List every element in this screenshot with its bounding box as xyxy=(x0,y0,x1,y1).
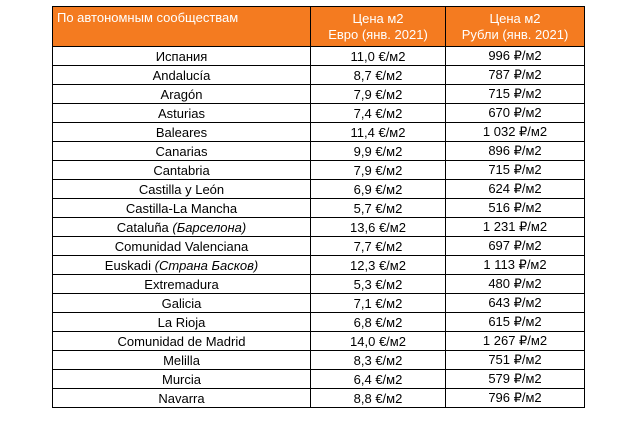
region-name: Cataluña xyxy=(116,219,173,235)
table-body xyxy=(53,47,585,408)
region-column-header xyxy=(53,7,311,47)
euro-price-cell: 8,7 €/м2 xyxy=(311,66,446,85)
rub-price-cell: 1 267 ₽/м2 xyxy=(446,332,585,351)
euro-price-cell: 8,3 €/м2 xyxy=(311,351,446,370)
table-row xyxy=(53,237,585,256)
region-cell xyxy=(53,218,311,237)
table-row xyxy=(53,313,585,332)
region-name: Navarra xyxy=(158,390,205,406)
rub-price-cell: 1 032 ₽/м2 xyxy=(446,123,585,142)
region-name: Comunidad de Madrid xyxy=(117,333,246,349)
region-name: Murcia xyxy=(161,371,201,387)
region-cell xyxy=(53,313,311,332)
region-cell xyxy=(53,294,311,313)
region-name: Asturias xyxy=(158,105,205,121)
table-row xyxy=(53,123,585,142)
region-cell xyxy=(53,104,311,123)
euro-price-cell: 9,9 €/м2 xyxy=(311,142,446,161)
rub-price-cell: 896 ₽/м2 xyxy=(446,142,585,161)
table-row xyxy=(53,294,585,313)
table-row xyxy=(53,180,585,199)
rub-price-cell: 715 ₽/м2 xyxy=(446,161,585,180)
region-name: Extremadura xyxy=(144,276,219,292)
region-name: Canarias xyxy=(155,143,208,159)
region-cell xyxy=(53,66,311,85)
euro-price-cell: 7,9 €/м2 xyxy=(311,85,446,104)
region-name: Castilla y León xyxy=(138,181,225,197)
region-name: Comunidad Valenciana xyxy=(114,238,249,254)
euro-price-cell: 12,3 €/м2 xyxy=(311,256,446,275)
region-name: Melilla xyxy=(163,352,200,368)
rub-price-cell: 715 ₽/м2 xyxy=(446,85,585,104)
euro-header-line1: Цена м2 xyxy=(352,10,404,26)
rub-price-cell: 516 ₽/м2 xyxy=(446,199,585,218)
table-header-row xyxy=(53,7,585,47)
table-row xyxy=(53,351,585,370)
euro-price-cell: 8,8 €/м2 xyxy=(311,389,446,408)
table-row xyxy=(53,104,585,123)
region-cell xyxy=(53,180,311,199)
euro-price-cell: 7,1 €/м2 xyxy=(311,294,446,313)
table-row xyxy=(53,218,585,237)
euro-price-cell: 14,0 €/м2 xyxy=(311,332,446,351)
region-cell xyxy=(53,142,311,161)
rub-price-cell: 1 231 ₽/м2 xyxy=(446,218,585,237)
region-cell xyxy=(53,351,311,370)
region-cell xyxy=(53,161,311,180)
price-table-container xyxy=(52,6,584,408)
table-row xyxy=(53,85,585,104)
euro-price-cell: 7,4 €/м2 xyxy=(311,104,446,123)
price-table xyxy=(52,6,585,408)
euro-price-cell: 13,6 €/м2 xyxy=(311,218,446,237)
table-row xyxy=(53,275,585,294)
euro-price-cell: 6,4 €/м2 xyxy=(311,370,446,389)
rub-price-cell: 1 113 ₽/м2 xyxy=(446,256,585,275)
table-row xyxy=(53,199,585,218)
region-name: Cantabria xyxy=(153,162,210,178)
region-cell xyxy=(53,47,311,66)
region-note: (Барселона) xyxy=(172,219,247,235)
euro-price-cell: 6,8 €/м2 xyxy=(311,313,446,332)
table-row xyxy=(53,256,585,275)
rub-price-cell: 787 ₽/м2 xyxy=(446,66,585,85)
euro-price-cell: 7,9 €/м2 xyxy=(311,161,446,180)
region-name: Baleares xyxy=(155,124,208,140)
region-name: Galicia xyxy=(161,295,202,311)
rub-header-line2: Рубли (янв. 2021) xyxy=(461,26,569,42)
region-cell xyxy=(53,199,311,218)
euro-price-cell: 7,7 €/м2 xyxy=(311,237,446,256)
region-cell xyxy=(53,85,311,104)
rub-price-cell: 480 ₽/м2 xyxy=(446,275,585,294)
region-name: Aragón xyxy=(160,86,203,102)
euro-price-cell: 5,7 €/м2 xyxy=(311,199,446,218)
euro-price-cell: 5,3 €/м2 xyxy=(311,275,446,294)
rub-price-cell: 670 ₽/м2 xyxy=(446,104,585,123)
region-cell xyxy=(53,370,311,389)
region-cell xyxy=(53,256,311,275)
rub-price-cell: 751 ₽/м2 xyxy=(446,351,585,370)
table-row xyxy=(53,332,585,351)
rub-price-cell: 796 ₽/м2 xyxy=(446,389,585,408)
region-name: Испания xyxy=(155,48,208,64)
region-cell xyxy=(53,123,311,142)
table-row xyxy=(53,66,585,85)
region-cell xyxy=(53,237,311,256)
rub-price-cell: 697 ₽/м2 xyxy=(446,237,585,256)
rub-price-cell: 615 ₽/м2 xyxy=(446,313,585,332)
euro-price-cell: 11,0 €/м2 xyxy=(311,47,446,66)
euro-header-line2: Евро (янв. 2021) xyxy=(328,26,428,42)
region-name: La Rioja xyxy=(157,314,206,330)
euro-price-cell: 6,9 €/м2 xyxy=(311,180,446,199)
table-row xyxy=(53,370,585,389)
region-note: (Страна Басков) xyxy=(154,257,259,273)
rub-price-cell: 579 ₽/м2 xyxy=(446,370,585,389)
region-cell xyxy=(53,389,311,408)
region-cell xyxy=(53,275,311,294)
region-name: Andalucía xyxy=(152,67,211,83)
table-row xyxy=(53,389,585,408)
region-cell xyxy=(53,332,311,351)
rub-header-line1: Цена м2 xyxy=(489,10,541,26)
table-row xyxy=(53,47,585,66)
table-row xyxy=(53,142,585,161)
rub-price-cell: 996 ₽/м2 xyxy=(446,47,585,66)
euro-price-column-header xyxy=(311,7,446,47)
euro-price-cell: 11,4 €/м2 xyxy=(311,123,446,142)
region-header-label: По автономным сообществам xyxy=(57,10,239,25)
region-name: Castilla-La Mancha xyxy=(125,200,238,216)
region-name: Euskadi xyxy=(104,257,155,273)
rub-price-cell: 624 ₽/м2 xyxy=(446,180,585,199)
rub-price-column-header xyxy=(446,7,585,47)
table-row xyxy=(53,161,585,180)
rub-price-cell: 643 ₽/м2 xyxy=(446,294,585,313)
